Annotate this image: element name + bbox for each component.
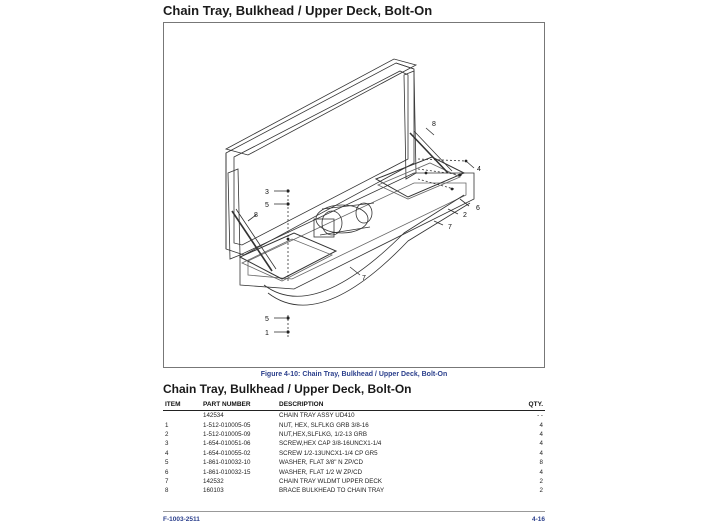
cell-qty: 4: [539, 449, 543, 457]
callout-1: 1: [265, 330, 269, 337]
footer-page-number: 4-16: [531, 516, 545, 523]
page-title: Chain Tray, Bulkhead / Upper Deck, Bolt-On: [163, 3, 433, 18]
cell-part-number: 1-654-010055-02: [203, 449, 251, 457]
cell-description: WASHER, FLAT 3/8" N ZP/CD: [279, 459, 363, 467]
callout-4: 4: [477, 166, 481, 173]
footer-divider: [163, 511, 545, 512]
cell-description: SCREW,HEX CAP 3/8-16UNCX1-1/4: [279, 440, 382, 448]
table-row: [163, 467, 545, 476]
cell-description: BRACE BULKHEAD TO CHAIN TRAY: [279, 487, 385, 495]
cell-part-number: 1-861-010032-15: [203, 468, 251, 476]
parts-table: [163, 400, 545, 496]
cell-qty: 4: [539, 440, 543, 448]
callout-3: 3: [265, 189, 269, 196]
callout-8-right: 8: [432, 121, 436, 128]
callout-5-upper: 5: [265, 202, 269, 209]
cell-part-number: 160103: [203, 487, 224, 495]
cell-part-number: 142534: [203, 412, 224, 420]
cell-description: NUT,HEX,SLFLKG, 1/2-13 GRB: [279, 430, 368, 438]
figure-caption: Figure 4-10: Chain Tray, Bulkhead / Upper Deck, Bolt-On: [260, 371, 448, 378]
cell-item: 3: [165, 440, 169, 448]
cell-qty: 4: [539, 430, 543, 438]
table-row: [163, 439, 545, 448]
cell-description: NUT, HEX, SLFLKG GRB 3/8-16: [279, 421, 369, 429]
cell-item: 1: [165, 421, 169, 429]
cell-description: CHAIN TRAY ASSY UD410: [279, 412, 355, 420]
exploded-view-drawing: [164, 23, 544, 367]
table-row: [163, 477, 545, 486]
cell-item: 6: [165, 468, 169, 476]
cell-part-number: 142532: [203, 477, 224, 485]
cell-description: SCREW 1/2-13UNCX1-1/4 CP GR5: [279, 449, 378, 457]
callout-7-right: 7: [448, 224, 452, 231]
cell-qty: 2: [539, 487, 543, 495]
cell-qty: - -: [537, 412, 543, 420]
cell-item: 8: [165, 487, 169, 495]
cell-part-number: 1-861-010032-10: [203, 459, 251, 467]
table-row: [163, 458, 545, 467]
cell-item: [163, 411, 201, 421]
table-header-row: [163, 400, 545, 411]
cell-item: 2: [165, 430, 169, 438]
table-row: [163, 430, 545, 439]
cell-item: 7: [165, 477, 169, 485]
cell-description: WASHER, FLAT 1/2 W ZP/CD: [279, 468, 363, 476]
header-item: ITEM: [163, 400, 201, 411]
section-title: Chain Tray, Bulkhead / Upper Deck, Bolt-On: [163, 382, 412, 396]
footer-doc-number: F-1003-2511: [163, 516, 200, 523]
table-row: [163, 449, 545, 458]
table-row: [163, 420, 545, 429]
cell-part-number: 1-512-010005-09: [203, 430, 251, 438]
callout-8-left: 8: [254, 212, 258, 219]
header-qty: QTY.: [511, 400, 545, 411]
cell-part-number: 1-654-010051-06: [203, 440, 251, 448]
cell-qty: 2: [539, 477, 543, 485]
callout-2: 2: [463, 212, 467, 219]
cell-part-number: 1-512-010005-05: [203, 421, 251, 429]
header-part-number: PART NUMBER: [201, 400, 277, 411]
cell-description: CHAIN TRAY WLDMT UPPER DECK: [279, 477, 383, 485]
header-description: DESCRIPTION: [277, 400, 511, 411]
table-row: [163, 411, 545, 421]
callout-5-lower: 5: [265, 316, 269, 323]
figure-illustration: [163, 22, 545, 368]
table-row: [163, 486, 545, 495]
cell-qty: 8: [539, 459, 543, 467]
cell-qty: 4: [539, 468, 543, 476]
cell-item: 4: [165, 449, 169, 457]
cell-qty: 4: [539, 421, 543, 429]
cell-item: 5: [165, 459, 169, 467]
callout-7-left: 7: [362, 275, 366, 282]
callout-6: 6: [476, 205, 480, 212]
